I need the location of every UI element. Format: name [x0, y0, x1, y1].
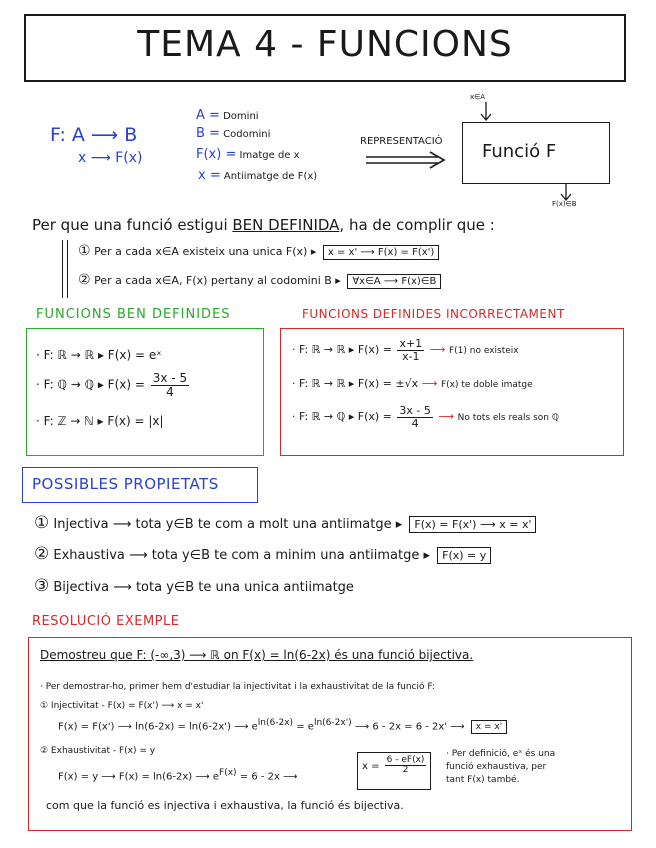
fraction-numerator: 3x - 5 — [152, 371, 188, 385]
good-functions-title: FUNCIONS BEN DEFINIDES — [36, 307, 231, 322]
condition-text: Per a cada x∈A existeix una unica F(x) ▸ — [94, 245, 317, 258]
property-formula: F(x) = F(x') ⟶ x = x' — [409, 516, 536, 533]
fraction-numerator: 6 - eF(x) — [386, 755, 425, 765]
fraction — [397, 405, 432, 429]
red-arrow-icon: ⟶ — [438, 410, 455, 424]
condition-marker: ① — [78, 243, 91, 259]
definition-key: x = — [198, 168, 221, 183]
exhaustive-derivation — [58, 768, 297, 782]
bad-functions-title: FUNCIONS DEFINIDES INCORRECTAMENT — [302, 307, 565, 321]
derivation-text: F(x) = F(x') ⟶ ln(6-2x) = ln(6-2x') ⟶ e — [58, 721, 258, 733]
well-defined-heading — [32, 216, 495, 234]
derivation-text: = 6 - 2x ⟶ — [236, 771, 298, 783]
fraction-denominator: x-1 — [402, 349, 420, 363]
fraction — [151, 372, 189, 398]
heading-text: Per que una funció estigui — [32, 216, 233, 234]
error-note: F(1) no existeix — [448, 346, 519, 357]
example-statement: Demostreu que F: (-∞,3) ⟶ ℝ on F(x) = ln(6-2x) és una funció bijectiva. — [40, 648, 474, 662]
exponent: ln(6-2x') — [313, 718, 352, 728]
exhaustive-result — [362, 756, 428, 776]
side-note — [446, 748, 555, 787]
definition-preimage — [198, 168, 317, 183]
definition-value: Codomini — [223, 129, 271, 140]
property-text: ⟶ tota y∈B te una unica antiimatge — [113, 580, 354, 595]
fraction-denominator: 4 — [166, 384, 174, 399]
definition-value: Domini — [223, 111, 259, 122]
example-conclusion: com que la funció es injectiva i exhaustiva, la funció és bijectiva. — [46, 799, 404, 812]
function-mapping-top: F: A ⟶ B — [50, 124, 138, 146]
definition-key: B = — [196, 126, 220, 141]
property-name: Exhaustiva — [53, 548, 125, 563]
property-name: Injectiva — [53, 517, 109, 532]
function-mapping-bottom: x ⟶ F(x) — [78, 150, 143, 166]
property-marker: ② — [34, 544, 50, 564]
bad-function-1 — [292, 338, 519, 362]
example-title: RESOLUCIÓ EXEMPLE — [32, 614, 180, 629]
input-arrow-icon — [478, 102, 494, 122]
red-arrow-icon: ⟶ — [421, 377, 438, 390]
condition-text: Per a cada x∈A, F(x) pertany al codomini B ▸ — [94, 274, 341, 287]
condition-2 — [78, 272, 441, 289]
condition-1 — [78, 243, 439, 260]
condition-formula: ∀x∈A ⟶ F(x)∈B — [347, 274, 441, 289]
double-arrow-icon — [364, 150, 448, 170]
function-lhs: · F: ℝ → ℝ ▸ F(x) = ±√x — [292, 377, 419, 390]
example-intro: · Per demostrar-ho, primer hem d'estudiar la injectivitat i la exhaustivitat de la funció F: — [40, 682, 435, 692]
page-title: TEMA 4 - FUNCIONS — [137, 24, 513, 65]
injective-result: x = x' — [471, 720, 507, 734]
good-function-3: · F: ℤ → ℕ ▸ F(x) = |x| — [36, 414, 164, 428]
property-injective — [34, 513, 536, 533]
side-note-line: funció exhaustiva, per — [446, 762, 547, 773]
error-note: F(x) te doble imatge — [440, 380, 533, 390]
definition-value: Antiimatge de F(x) — [223, 171, 318, 182]
function-diagram-label: Funció F — [482, 141, 557, 162]
heading-underlined: BEN DEFINIDA — [232, 216, 340, 234]
function-lhs: · F: ℚ → ℚ ▸ F(x) = — [36, 377, 145, 392]
property-name: Bijectiva — [53, 580, 110, 595]
diagram-input-label: x∈A — [470, 93, 486, 101]
properties-title: POSSIBLES PROPIETATS — [32, 475, 219, 493]
good-function-2 — [36, 372, 191, 398]
good-function-1: · F: ℝ → ℝ ▸ F(x) = eˣ — [36, 348, 162, 362]
condition-marker: ② — [78, 272, 91, 288]
definition-value: Imatge de x — [239, 150, 300, 161]
exponent: F(x) — [219, 768, 237, 778]
diagram-output-label: F(x)∈B — [552, 200, 577, 208]
definition-codomain — [196, 126, 270, 141]
function-lhs: · F: ℝ → ℝ ▸ F(x) = — [292, 343, 392, 357]
condition-bracket — [62, 240, 68, 298]
fraction — [385, 756, 427, 776]
exponent: ln(6-2x) — [257, 718, 294, 728]
injective-derivation — [58, 718, 507, 734]
property-exhaustive — [34, 544, 491, 564]
definition-domain — [196, 108, 259, 123]
side-note-line: tant F(x) també. — [446, 775, 520, 786]
red-arrow-icon: ⟶ — [429, 343, 446, 357]
fraction-denominator: 2 — [402, 765, 409, 776]
derivation-text: = e — [293, 721, 314, 733]
condition-formula: x = x' ⟶ F(x) = F(x') — [323, 245, 439, 260]
property-marker: ③ — [34, 576, 50, 596]
definition-key: F(x) = — [196, 147, 237, 162]
bad-function-3 — [292, 405, 559, 429]
fraction — [397, 338, 424, 362]
bad-function-2 — [292, 377, 533, 390]
definition-image — [196, 147, 300, 162]
property-bijective — [34, 576, 354, 596]
side-note-line: · Per definició, eˣ és una — [446, 749, 556, 759]
derivation-text: F(x) = y ⟶ F(x) = ln(6-2x) ⟶ e — [58, 771, 220, 783]
property-formula: F(x) = y — [437, 547, 491, 564]
property-text: ⟶ tota y∈B te com a molt una antiimatge ▸ — [112, 517, 403, 532]
exhaustive-heading: ② Exhaustivitat - F(x) = y — [40, 746, 156, 756]
fraction-denominator: 4 — [411, 416, 419, 430]
definition-key: A = — [196, 108, 220, 123]
heading-text-end: , ha de complir que : — [339, 216, 495, 234]
error-note: No tots els reals son ℚ — [457, 413, 559, 424]
result-lhs: x = — [362, 760, 380, 772]
fraction-numerator: x+1 — [399, 337, 423, 350]
function-lhs: · F: ℝ → ℚ ▸ F(x) = — [292, 410, 392, 424]
property-marker: ① — [34, 513, 50, 533]
property-text: ⟶ tota y∈B te com a minim una antiimatge ▸ — [129, 548, 430, 563]
derivation-text: ⟶ 6 - 2x = 6 - 2x' ⟶ — [351, 721, 465, 733]
fraction-numerator: 3x - 5 — [399, 404, 431, 417]
representation-label: REPRESENTACIÓ — [360, 136, 443, 147]
injective-heading: ① Injectivitat - F(x) = F(x') ⟶ x = x' — [40, 701, 204, 711]
